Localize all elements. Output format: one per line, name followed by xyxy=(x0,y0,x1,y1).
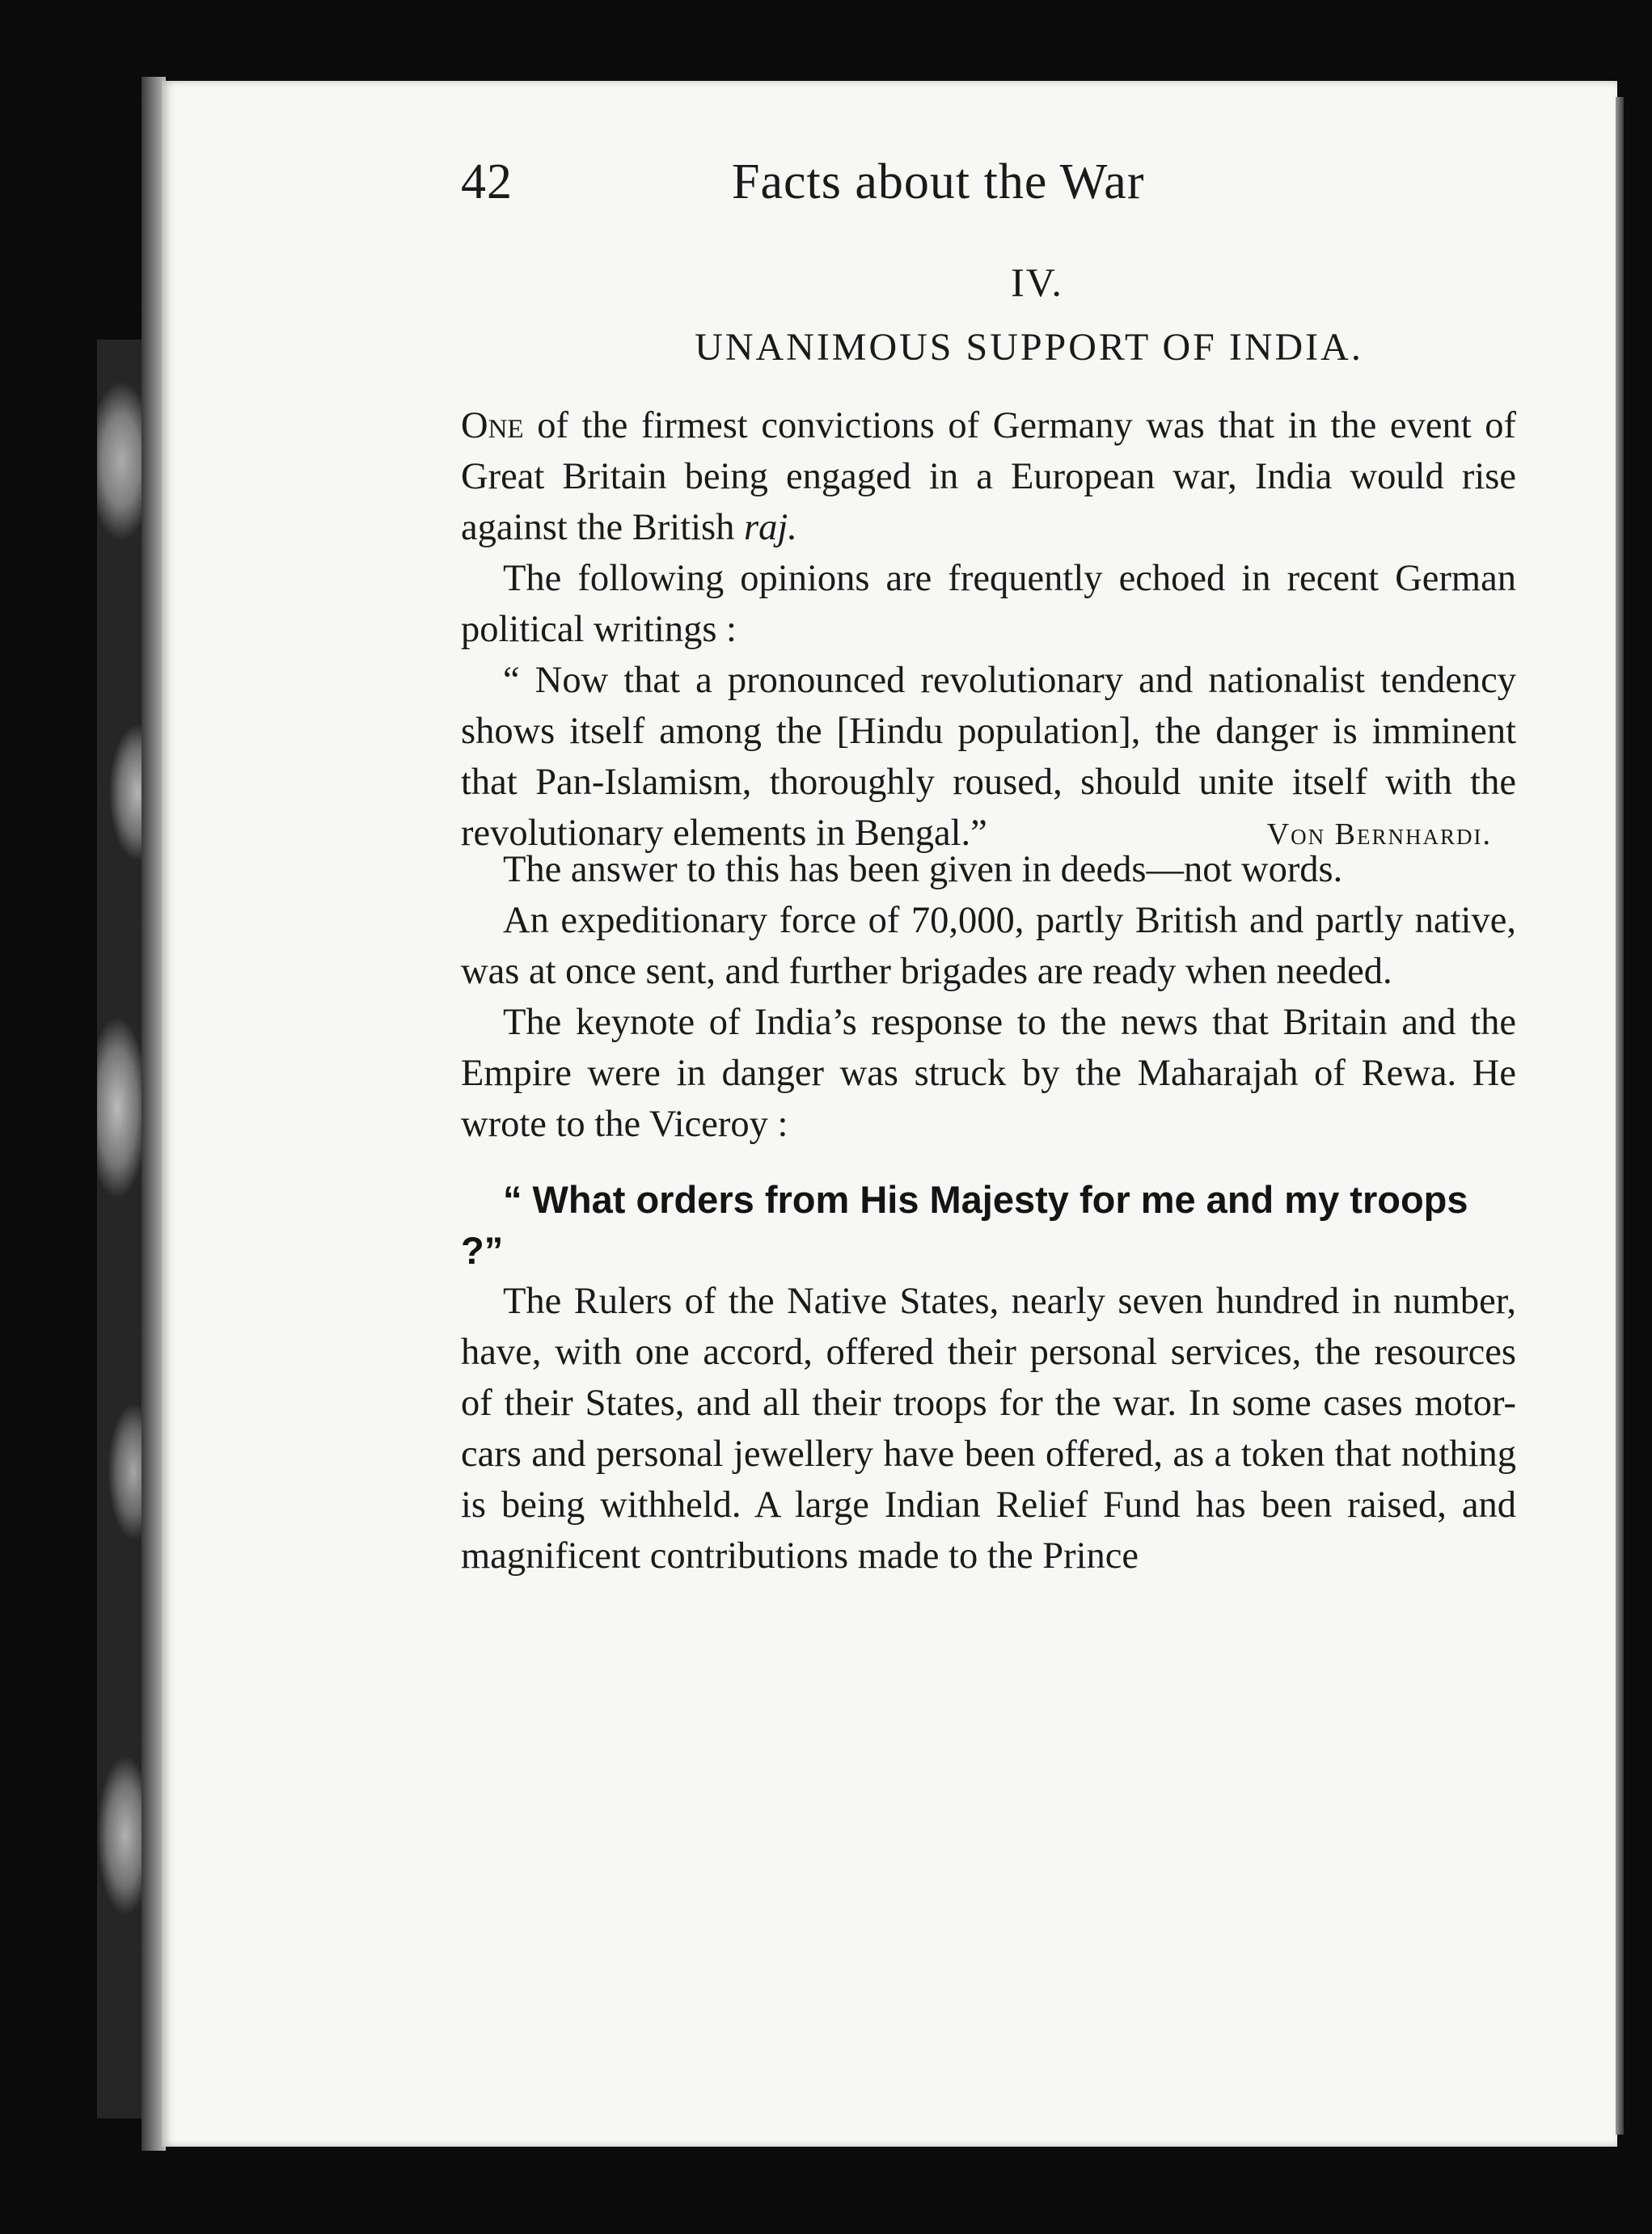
italic-term: raj. xyxy=(744,507,797,548)
page-number: 42 xyxy=(461,154,513,209)
quotation-bernhardi: “ Now that a pronounced revolutionary and nationalist tendency shows itself among the [Hindu population], the danger is imminent that Pan-Islamism, thoroughly roused, should unite itself with the revolutionary elements in Bengal.” xyxy=(461,660,1516,854)
paragraph-expeditionary-force: An expeditionary force of 70,000, partly British and partly native, was at once sent, and further brigades are ready when needed. xyxy=(461,900,1516,992)
chapter-number: IV. xyxy=(1011,260,1063,305)
paragraph-keynote: The keynote of India’s response to the news that Britain and the Empire were in danger was struck by the Maharajah of Rewa. He wrote to the Viceroy : xyxy=(461,1002,1516,1145)
quotation-attribution: Von Bernhardi. xyxy=(1266,817,1492,851)
page-edge xyxy=(1616,97,1624,2135)
running-title: Facts about the War xyxy=(732,154,1145,209)
quotation-maharajah: “ What orders from His Majesty for me and my troops ?” xyxy=(461,1178,1468,1272)
running-head xyxy=(461,146,1516,218)
paragraph-opening-text: of the firmest convictions of Germany was that in the event of Great Britain being engaged in a European war, India would rise against the British xyxy=(461,405,1516,548)
paragraph-opinions: The following opinions are frequently echoed in recent German political writings : xyxy=(461,558,1516,650)
chapter-title: UNANIMOUS SUPPORT OF INDIA. xyxy=(695,326,1363,369)
paragraph-rulers: The Rulers of the Native States, nearly seven hundred in number, have, with one accord, offered their personal services, the resources of their States, and all their troops for the war. In some cases motor-cars and personal jewellery have been offered, as a token that nothing is being withheld. A large Indian Relief Fund has been raised, and magnificent contributions made to the Prince xyxy=(461,1281,1516,1577)
paragraph-answer: The answer to this has been given in deeds—not words. xyxy=(503,849,1343,890)
paragraph-opening xyxy=(461,400,1516,553)
opening-word: One xyxy=(461,405,524,446)
page-text-block xyxy=(461,146,1516,1582)
